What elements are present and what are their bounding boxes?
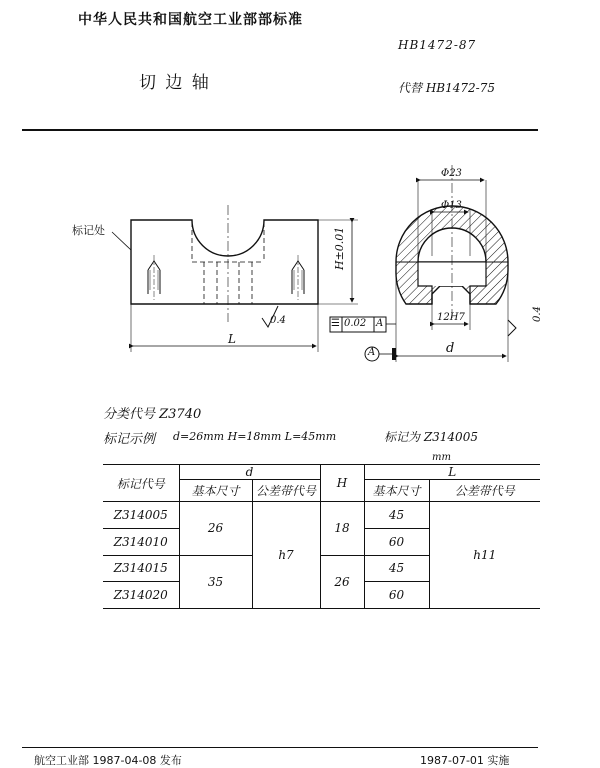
- header-H: H: [320, 465, 364, 502]
- header-L-basic: 基本尺寸: [364, 480, 429, 502]
- d-basic-group: 35: [179, 555, 252, 609]
- flatness-value: 0.02: [344, 318, 367, 329]
- L-basic: 45: [364, 555, 429, 582]
- H-group: 18: [320, 502, 364, 556]
- page-title: 切 边 轴: [139, 73, 211, 93]
- flatness-symbol: ☰: [331, 318, 340, 329]
- table-row-mark: Z314015: [103, 555, 179, 582]
- roughness-front: 0.4: [270, 315, 286, 326]
- dimension-slot: 12H7: [437, 312, 465, 323]
- footer-effective: 1987-07-01 实施: [420, 754, 510, 767]
- footer-issued: 航空工业部 1987-04-08 发布: [34, 754, 182, 767]
- front-view: [112, 205, 358, 352]
- dimension-phi23: Φ23: [441, 168, 462, 179]
- dimension-L: L: [228, 332, 236, 346]
- roughness-side: 0.4: [532, 306, 543, 322]
- marking-example-result: 标记为 Z314005: [384, 430, 478, 444]
- d-tolerance: h7: [252, 502, 320, 609]
- marking-example-label: 标记示例: [103, 432, 156, 447]
- L-basic: 45: [364, 502, 429, 529]
- unit-label: mm: [432, 452, 451, 463]
- L-basic: 60: [364, 582, 429, 609]
- datum-label: A: [368, 347, 376, 358]
- header-d: d: [179, 465, 320, 480]
- mark-position-label: 标记处: [72, 224, 105, 237]
- header-L: L: [364, 465, 540, 480]
- standard-code: HB1472-87: [398, 38, 477, 52]
- header-mark: 标记代号: [103, 465, 179, 502]
- table-row-mark: Z314010: [103, 528, 179, 555]
- footer-rule: [22, 747, 538, 748]
- side-view: [330, 165, 516, 362]
- flatness-datum: A: [376, 318, 384, 329]
- replaces-code: 代替 HB1472-75: [398, 81, 495, 95]
- H-group: 26: [320, 555, 364, 609]
- table-row-mark: Z314005: [103, 502, 179, 529]
- header-d-basic: 基本尺寸: [179, 480, 252, 502]
- L-basic: 60: [364, 528, 429, 555]
- spec-table: [103, 464, 540, 609]
- L-tolerance: h11: [429, 502, 540, 609]
- table-row-mark: Z314020: [103, 582, 179, 609]
- dimension-phi13: Φ13: [441, 200, 462, 211]
- classification-code: 分类代号 Z3740: [103, 407, 202, 422]
- dimension-d: d: [446, 341, 455, 356]
- header-d-tol: 公差带代号: [252, 480, 320, 502]
- marking-example-values: d=26mm H=18mm L=45mm: [173, 430, 337, 443]
- header-L-tol: 公差带代号: [429, 480, 540, 502]
- d-basic-group: 26: [179, 502, 252, 556]
- standard-org-title: 中华人民共和国航空工业部部标准: [78, 12, 303, 28]
- dimension-H: H±0.01: [333, 226, 346, 270]
